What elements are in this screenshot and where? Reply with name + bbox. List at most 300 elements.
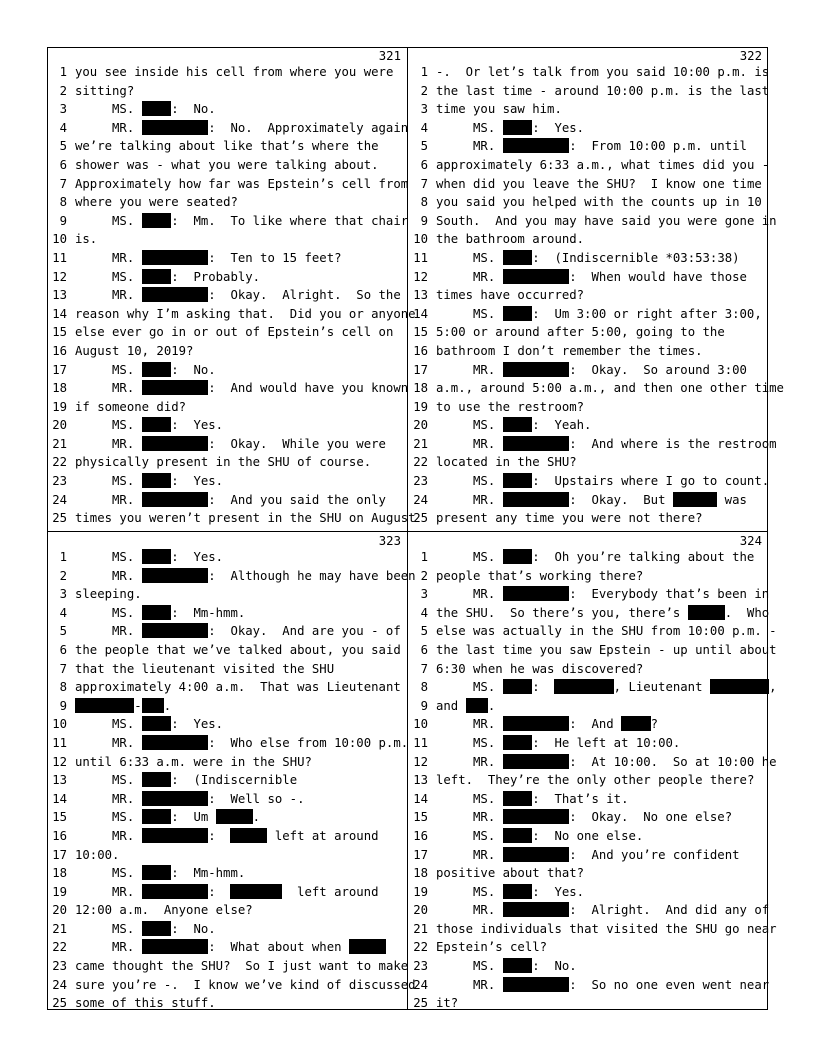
line-text [428, 604, 769, 623]
text-segment: sitting? [75, 83, 135, 98]
text-segment: : Ten to 15 feet? [208, 250, 342, 265]
transcript-line [47, 212, 407, 231]
line-text [428, 901, 769, 920]
line-text [67, 660, 334, 679]
text-segment: MR. [436, 977, 503, 992]
line-number: 16 [52, 828, 67, 843]
line-text [428, 249, 740, 268]
line-number: 10 [52, 232, 67, 247]
transcript-line [47, 379, 407, 398]
transcript-line [47, 808, 407, 827]
redaction-block [503, 679, 533, 694]
text-segment: some of this stuff. [75, 996, 216, 1011]
transcript-line [408, 715, 768, 734]
redaction-block [503, 549, 533, 564]
text-segment: : So no one even went near [569, 977, 770, 992]
transcript-line [408, 193, 768, 212]
line-number: 21 [413, 921, 428, 936]
line-number: 5 [59, 624, 67, 639]
text-segment: when did you leave the SHU? I know one time [436, 176, 762, 191]
text-segment: positive about that? [436, 866, 585, 881]
line-text [428, 790, 628, 809]
transcript-line [408, 567, 768, 586]
text-segment: MS. [75, 213, 142, 228]
transcript-line [47, 137, 407, 156]
redaction-block [142, 623, 209, 638]
line-text [428, 119, 584, 138]
line-text [67, 864, 245, 883]
text-segment: times have occurred? [436, 288, 585, 303]
text-segment: those individuals that visited the SHU go near [436, 921, 777, 936]
line-number: 20 [413, 418, 428, 433]
line-number: 10 [413, 232, 428, 247]
text-segment: MS. [436, 474, 503, 489]
redaction-block [142, 568, 209, 583]
redaction-block [142, 884, 209, 899]
redaction-block [142, 828, 209, 843]
line-number: 2 [420, 568, 428, 583]
line-text [428, 137, 747, 156]
line-text [428, 305, 762, 324]
line-text [67, 641, 401, 660]
transcript-line [408, 827, 768, 846]
line-number: 8 [420, 680, 428, 695]
text-segment: it? [436, 996, 459, 1011]
redaction-block [503, 362, 570, 377]
transcript-line [47, 156, 407, 175]
text-segment: MS. [75, 773, 142, 788]
text-segment: the last time you saw Epstein - up until about [436, 642, 777, 657]
line-number: 15 [52, 810, 67, 825]
line-number: 13 [52, 288, 67, 303]
redaction-block [142, 605, 172, 620]
text-segment: : Okay. So around 3:00 [569, 362, 747, 377]
line-number: 22 [52, 940, 67, 955]
text-segment: time you saw him. [436, 102, 562, 117]
text-segment: the bathroom around. [436, 232, 585, 247]
line-text [67, 994, 216, 1013]
redaction-block [503, 735, 533, 750]
line-number: 19 [413, 399, 428, 414]
page-number: 324 [739, 534, 762, 548]
text-segment: MR. [436, 810, 503, 825]
line-text [67, 697, 171, 716]
line-number: 1 [420, 65, 428, 79]
line-number: 12 [413, 754, 428, 769]
line-text [428, 771, 754, 790]
redaction-block [554, 679, 613, 694]
transcript-line [408, 753, 777, 772]
line-text [67, 771, 297, 790]
text-segment: MR. [436, 903, 503, 918]
text-segment: : And you said the only [208, 492, 386, 507]
text-segment: people that’s working there? [436, 568, 644, 583]
transcript-line [47, 567, 416, 586]
transcript-line [47, 771, 407, 790]
text-segment: : Everybody that’s been in [569, 587, 770, 602]
redaction-block [688, 605, 725, 620]
transcript-line [408, 305, 768, 324]
redaction-block [142, 865, 172, 880]
line-number: 19 [413, 884, 428, 899]
text-segment: left. They’re the only other people there? [436, 773, 755, 788]
transcript-line [47, 734, 407, 753]
line-number: 2 [420, 83, 428, 98]
text-segment: present any time you were not there? [436, 511, 703, 526]
transcript-line [408, 957, 768, 976]
line-number: 12 [52, 754, 67, 769]
text-segment: you see inside his cell from where you were [75, 65, 394, 79]
text-segment: : Um [171, 810, 216, 825]
text-segment: MR. [436, 587, 503, 602]
transcript-line [408, 137, 768, 156]
text-segment: MR. [75, 884, 142, 899]
line-text [428, 567, 643, 586]
text-segment: we’re talking about like that’s where the [75, 139, 379, 154]
transcript-line [47, 230, 407, 249]
line-text [67, 361, 216, 380]
text-segment: a.m., around 5:00 a.m., and then one other time [436, 381, 784, 396]
line-text [428, 697, 495, 716]
transcript-line [47, 249, 407, 268]
redaction-block [142, 939, 209, 954]
line-number: 8 [59, 195, 67, 210]
line-number: 6 [420, 157, 428, 172]
text-segment: : What about when [208, 940, 349, 955]
redaction-block [503, 847, 570, 862]
transcript-line [47, 491, 407, 510]
line-text [428, 509, 703, 528]
page-lines [408, 63, 784, 528]
text-segment: : (Indiscernible *03:53:38) [532, 250, 740, 265]
redaction-block [142, 492, 209, 507]
text-segment: : Yeah. [532, 418, 592, 433]
line-number: 6 [420, 642, 428, 657]
redaction-block [466, 698, 488, 713]
redaction-block [503, 417, 533, 432]
text-segment: : No. [532, 959, 577, 974]
text-segment: : Yes. [532, 884, 585, 899]
line-text [428, 976, 769, 995]
text-segment: : Yes. [171, 550, 224, 564]
text-segment: : No. [171, 362, 216, 377]
line-number: 15 [413, 325, 428, 340]
redaction-block [503, 809, 570, 824]
line-text [67, 100, 216, 119]
transcript-line [408, 268, 768, 287]
redaction-block [503, 250, 533, 265]
text-segment: : Who else from 10:00 p.m. [208, 735, 409, 750]
line-text [67, 604, 245, 623]
line-text [428, 846, 740, 865]
text-segment: left around [282, 884, 379, 899]
transcript-line [47, 585, 407, 604]
redaction-block [142, 269, 172, 284]
redaction-block [503, 828, 533, 843]
text-segment: : No. [171, 102, 216, 117]
text-segment: else was actually in the SHU from 10:00 p.m. - [436, 624, 777, 639]
line-text [67, 305, 416, 324]
line-text [67, 193, 238, 212]
text-segment: MS. [75, 269, 142, 284]
line-text [67, 342, 193, 361]
redaction-block [142, 735, 209, 750]
text-segment: : He left at 10:00. [532, 735, 681, 750]
line-text [67, 323, 393, 342]
line-number: 18 [52, 381, 67, 396]
text-segment: left at around [267, 828, 379, 843]
line-text [67, 938, 386, 957]
text-segment: MS. [75, 866, 142, 881]
transcript-line [47, 361, 407, 380]
text-segment: - [134, 698, 142, 713]
line-text [428, 379, 784, 398]
line-text [428, 753, 777, 772]
text-segment: : Okay. While you were [208, 436, 386, 451]
line-text [67, 715, 223, 734]
line-text [67, 920, 216, 939]
redaction-block [503, 138, 570, 153]
line-number: 11 [52, 250, 67, 265]
line-text [67, 976, 416, 995]
text-segment: MR. [75, 492, 142, 507]
line-number: 14 [413, 791, 428, 806]
transcript-line [408, 585, 768, 604]
line-text [67, 846, 119, 865]
text-segment: : Probably. [171, 269, 261, 284]
transcript-line [408, 976, 768, 995]
transcript-line [408, 416, 768, 435]
line-text [428, 175, 762, 194]
transcript-line [47, 790, 407, 809]
text-segment: Epstein’s cell? [436, 940, 548, 955]
line-text [67, 753, 312, 772]
transcript-line [408, 100, 768, 119]
text-segment: -. Or let’s talk from you said 10:00 p.m. is [436, 65, 770, 79]
transcript-line [47, 398, 407, 417]
line-text [428, 472, 769, 491]
line-number: 3 [420, 587, 428, 602]
redaction-block [503, 586, 570, 601]
transcript-line [408, 901, 768, 920]
transcript-page-322 [408, 47, 784, 529]
transcript-line [408, 435, 777, 454]
line-number: 24 [52, 977, 67, 992]
line-text [428, 585, 769, 604]
text-segment: : Yes. [171, 418, 224, 433]
text-segment: located in the SHU? [436, 455, 577, 470]
line-text [428, 883, 584, 902]
transcript-line [408, 697, 768, 716]
line-number: 9 [59, 213, 67, 228]
line-text [67, 901, 253, 920]
text-segment: to use the restroom? [436, 399, 585, 414]
line-text [428, 678, 776, 697]
line-number: 9 [420, 698, 428, 713]
line-text [428, 230, 584, 249]
line-number: 16 [413, 828, 428, 843]
transcript-line [47, 827, 407, 846]
transcript-line [47, 660, 407, 679]
redaction-block [142, 287, 209, 302]
line-number: 8 [59, 680, 67, 695]
line-number: 8 [420, 195, 428, 210]
line-number: 22 [413, 940, 428, 955]
text-segment: . [487, 698, 496, 713]
text-segment: MR. [75, 381, 142, 396]
line-number: 10 [52, 717, 67, 732]
text-segment: MR. [75, 940, 142, 955]
transcript-line [47, 193, 407, 212]
transcript-sheet [47, 47, 784, 1011]
text-segment: South. And you may have said you were gone in [436, 213, 777, 228]
line-text [67, 249, 342, 268]
transcript-line [47, 753, 407, 772]
text-segment: MR. [436, 717, 503, 732]
transcript-line [47, 920, 407, 939]
text-segment: : Mm. To like where that chair [171, 213, 409, 228]
line-text [428, 957, 577, 976]
line-text [67, 883, 379, 902]
transcript-line [408, 641, 777, 660]
line-text [67, 509, 416, 528]
redaction-block [503, 884, 533, 899]
line-text [67, 63, 393, 82]
line-number: 7 [420, 661, 428, 676]
text-segment: : Yes. [171, 717, 224, 732]
line-text [428, 416, 591, 435]
text-segment: : Yes. [532, 120, 585, 135]
line-text [67, 119, 408, 138]
line-text [428, 715, 658, 734]
redaction-block [503, 791, 533, 806]
text-segment: MS. [75, 810, 142, 825]
transcript-line [408, 361, 768, 380]
redaction-block [230, 884, 282, 899]
line-text [67, 435, 386, 454]
text-segment: : Okay. Alright. So the [208, 288, 401, 303]
text-segment: MR. [436, 492, 503, 507]
line-text [67, 453, 371, 472]
text-segment: MS. [436, 884, 503, 899]
text-segment: : And you’re confident [569, 847, 740, 862]
text-segment: MS. [75, 102, 142, 117]
transcript-line [47, 119, 407, 138]
transcript-line [408, 622, 777, 641]
transcript-line [408, 379, 784, 398]
redaction-block [142, 380, 209, 395]
transcript-line [408, 678, 777, 697]
line-text [428, 827, 643, 846]
text-segment: : Although he may have been [208, 568, 416, 583]
text-segment: sleeping. [75, 587, 142, 602]
transcript-line [408, 472, 768, 491]
redaction-block [142, 250, 209, 265]
redaction-block [142, 921, 172, 936]
line-text [428, 734, 680, 753]
text-segment: MR. [75, 288, 142, 303]
transcript-line [408, 156, 768, 175]
text-segment: if someone did? [75, 399, 187, 414]
line-number: 17 [413, 847, 428, 862]
transcript-line [408, 286, 768, 305]
text-segment: : And [569, 717, 622, 732]
transcript-line [408, 175, 768, 194]
text-segment: : Upstairs where I go to count. [532, 474, 770, 489]
line-number: 24 [413, 977, 428, 992]
text-segment: MS. [436, 418, 503, 433]
text-segment: MS. [75, 550, 142, 564]
redaction-block [142, 698, 164, 713]
text-segment: shower was - what you were talking about. [75, 157, 379, 172]
redaction-block [142, 436, 209, 451]
text-segment: : [532, 680, 555, 695]
redaction-block [503, 958, 533, 973]
text-segment: MS. [436, 550, 503, 564]
line-number: 16 [413, 343, 428, 358]
line-text [67, 156, 379, 175]
text-segment: MR. [436, 436, 503, 451]
text-segment: approximately 6:33 a.m., what times did you - [436, 157, 770, 172]
text-segment: until 6:33 a.m. were in the SHU? [75, 754, 312, 769]
text-segment: physically present in the SHU of course. [75, 455, 372, 470]
text-segment: MR. [75, 250, 142, 265]
line-number: 11 [52, 735, 67, 750]
transcript-line [408, 548, 768, 567]
line-number: 4 [420, 120, 428, 135]
transcript-line [47, 901, 407, 920]
text-segment: Approximately how far was Epstein’s cell from [75, 176, 409, 191]
transcript-line [47, 622, 407, 641]
redaction-block [673, 492, 717, 507]
redaction-block [710, 679, 769, 694]
transcript-line [47, 175, 407, 194]
line-number: 25 [52, 996, 67, 1011]
text-segment: MS. [75, 717, 142, 732]
transcript-line [408, 491, 768, 510]
transcript-line [408, 82, 768, 101]
line-number: 1 [420, 550, 428, 564]
text-segment: MS. [75, 418, 142, 433]
line-text [428, 63, 769, 82]
text-segment: the last time - around 10:00 p.m. is the last [436, 83, 770, 98]
line-number: 1 [59, 65, 67, 79]
line-text [67, 472, 223, 491]
transcript-line [408, 249, 768, 268]
transcript-line [47, 323, 407, 342]
line-text [67, 827, 379, 846]
line-text [67, 82, 134, 101]
line-number: 21 [413, 436, 428, 451]
transcript-line [47, 641, 407, 660]
line-number: 17 [413, 362, 428, 377]
text-segment: MR. [75, 735, 142, 750]
line-number: 13 [413, 773, 428, 788]
transcript-line [47, 846, 407, 865]
redaction-block [503, 754, 570, 769]
page-lines [408, 548, 777, 1013]
line-text [428, 398, 584, 417]
text-segment: MR. [75, 828, 142, 843]
text-segment: MR. [436, 754, 503, 769]
transcript-line [47, 509, 416, 528]
line-number: 9 [59, 698, 67, 713]
line-number: 12 [413, 269, 428, 284]
line-text [428, 491, 747, 510]
transcript-line [408, 604, 768, 623]
transcript-line [47, 678, 407, 697]
text-segment: 12:00 a.m. Anyone else? [75, 903, 253, 918]
